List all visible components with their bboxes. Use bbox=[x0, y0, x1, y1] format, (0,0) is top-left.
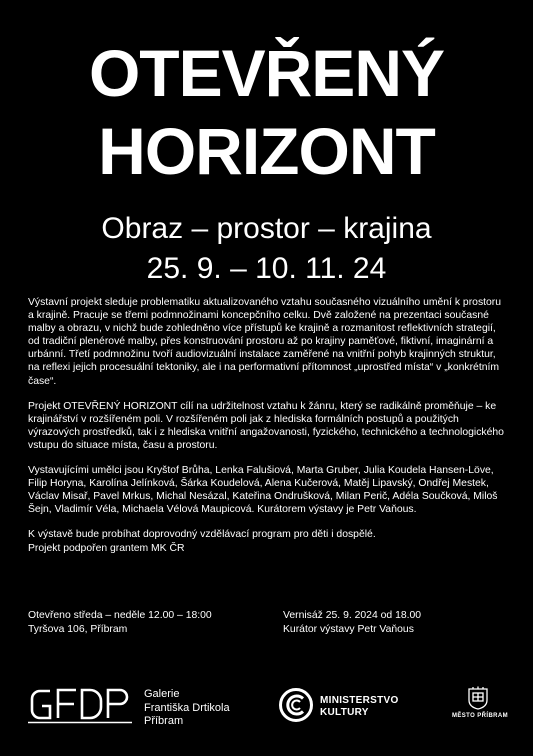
ministry-name-line-2: KULTURY bbox=[320, 706, 369, 718]
exhibition-dates: 25. 9. – 10. 11. 24 bbox=[146, 252, 387, 285]
town-emblem-icon bbox=[467, 686, 489, 710]
opening-info bbox=[28, 609, 212, 637]
ministry-name bbox=[320, 695, 399, 718]
gallery-name bbox=[144, 688, 230, 729]
gallery-name-line-3: Příbram bbox=[144, 715, 184, 727]
description bbox=[28, 296, 506, 567]
paragraph-program bbox=[28, 528, 506, 554]
address: Tyršova 106, Příbram bbox=[28, 624, 128, 635]
title-line-2: HORIZONT bbox=[98, 114, 435, 188]
opening-hours: Otevřeno středa – neděle 12.00 – 18:00 bbox=[28, 610, 212, 621]
gallery-name-line-1: Galerie bbox=[144, 688, 180, 700]
ministry-name-line-1: MINISTERSTVO bbox=[320, 695, 399, 706]
gallery-name-line-2: Františka Drtikola bbox=[144, 701, 230, 714]
ministry-culture-logo-icon bbox=[279, 688, 313, 722]
subtitle: Obraz – prostor – krajina bbox=[101, 212, 432, 245]
gfdp-logo-icon bbox=[28, 684, 134, 724]
paragraph-artists: Vystavujícími umělci jsou Kryštof Brůha, Lenka Falušiová, Marta Gruber, Julia Koudela Hansen-Löve, Filip Horyna, Karolína Jelínková, Šárka Koudelová, Alena Kučerová, Matěj Lipavský, Ondřej Mestek, Václav Misař, Pavel Mrkus, Michal Nesázal, Kateřina Ondrušková, Milan Perič, Adéla Součková, Miloš Šejn, Vladimír Véla, Michaela Vélová Maupicová. Kurátorem výstavy je Petr Vaňous. bbox=[28, 465, 498, 516]
program-note: K výstavě bude probíhat doprovodný vzdělávací program pro děti i dospělé. bbox=[28, 529, 376, 541]
grant-note: Projekt podpořen grantem MK ČR bbox=[28, 542, 185, 554]
title-line-1: OTEVŘENÝ bbox=[88, 36, 445, 110]
vernissage: Vernisáž 25. 9. 2024 od 18.00 bbox=[283, 610, 422, 621]
curator: Kurátor výstavy Petr Vaňous bbox=[283, 624, 414, 635]
town-name: MĚSTO PŘÍBRAM bbox=[451, 713, 509, 719]
paragraph-project: Projekt OTEVŘENÝ HORIZONT cílí na udržitelnost vztahu k žánru, který se radikálně proměňuje – ke krajinářství v rozšířeném poli. V rozšířeném poli jak z hlediska formálních postupů a použitých výrazových prostředků, tak i z hlediska vnitřní angažovanosti, fyzického, technického a technologického vstupu do situace místa, času a prostoru. bbox=[28, 400, 504, 451]
vernissage-info bbox=[283, 609, 421, 637]
paragraph-intro: Výstavní projekt sleduje problematiku aktualizovaného vztahu současného vizuálního umění k prostoru a krajině. Pracuje se třemi podmnožinami koncepčního celku. Dvě založené na prezentaci současné malby a obrazu, v nichž bude zohledněno více přístupů ke krajině a rozmanitost reflektivních strategií, od tradiční plenérové malby, přes konstruování prostoru až po krajiny paměťové, fiktivní, imaginární a urbánní. Třetí podmnožinu tvoří audiovizuální instalace zaměřené na vnitřní pohyb krajinných struktur, na reflexi jejich procesuální tektoniky, ale i na performativní přítomnost „uprostřed místa“ v „konkrétním čase“. bbox=[28, 297, 502, 387]
